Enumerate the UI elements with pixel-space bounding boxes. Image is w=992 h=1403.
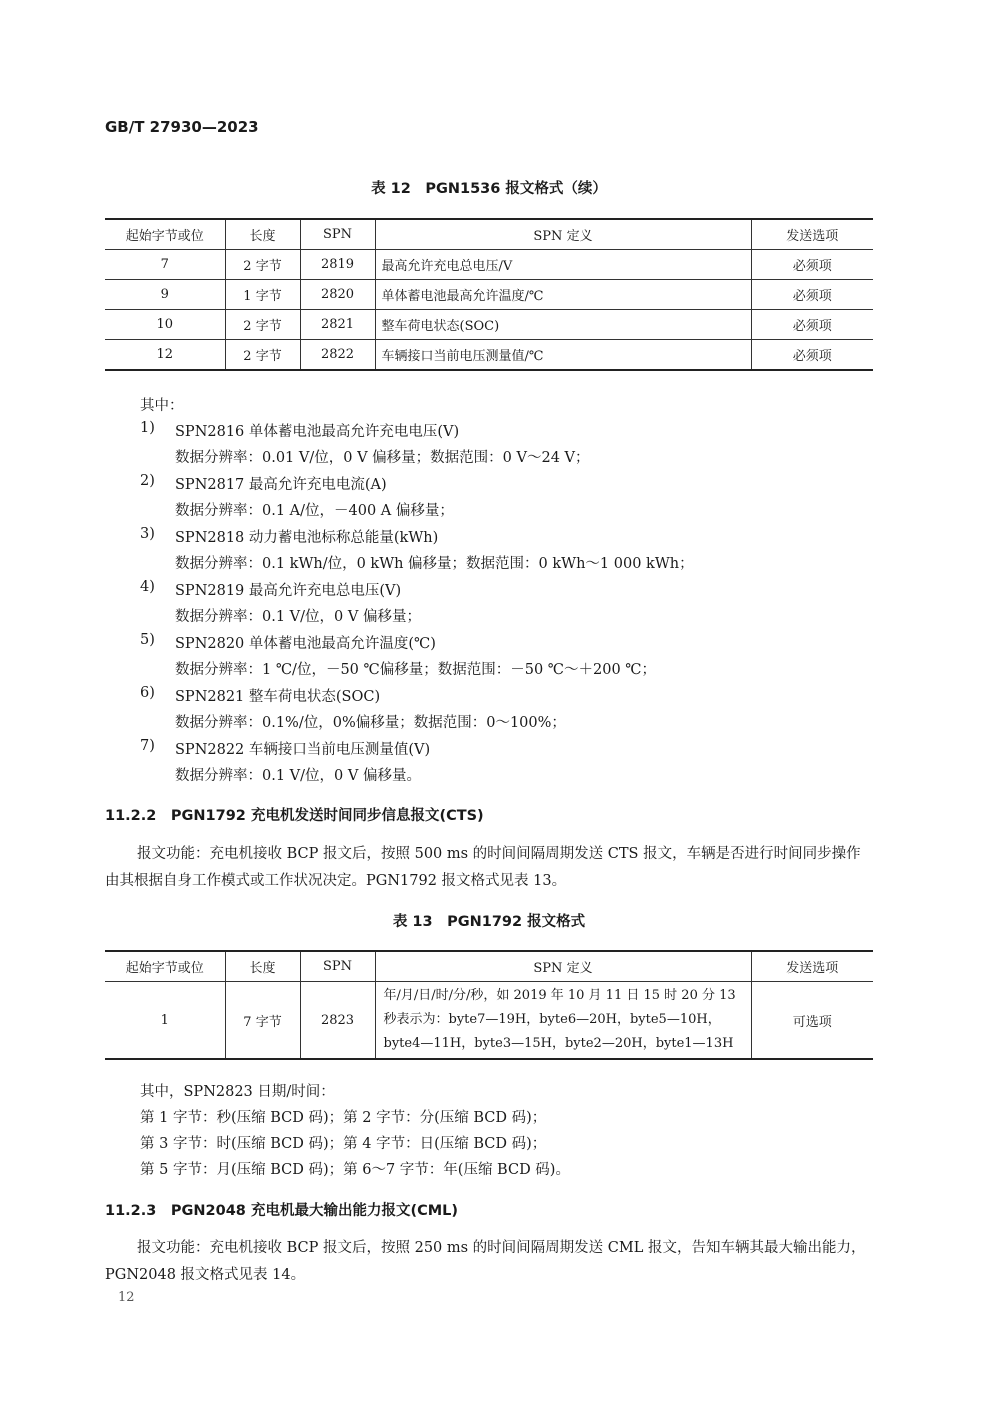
- note-detail: 数据分辨率：0.1 V/位，0 V 偏移量。: [175, 768, 421, 784]
- cell-option: 必须项: [751, 280, 873, 310]
- table-row: [105, 310, 873, 340]
- cell-option: 必须项: [751, 250, 873, 280]
- cell-definition: 最高允许充电总电压/V: [375, 250, 751, 280]
- cell-start: 7: [105, 250, 225, 280]
- table-row: [105, 982, 873, 1060]
- section-1122-paragraph: 报文功能：充电机接收 BCP 报文后，按照 500 ms 的时间间隔周期发送 CTS 报文，车辆是否进行时间同步操作由其根据自身工作模式或工作状况决定。PGN1792 报文格式见表 13。: [105, 846, 861, 889]
- table-row: [105, 340, 873, 371]
- note-number: 4): [140, 579, 155, 595]
- table12-title: 表 12 PGN1536 报文格式（续）: [371, 181, 607, 197]
- note-title: SPN2816 单体蓄电池最高允许充电电压(V): [175, 424, 460, 440]
- table13-col-option: 发送选项: [751, 951, 873, 982]
- table12: [105, 218, 873, 371]
- table12-header-row: [105, 219, 873, 250]
- cell-spn: 2820: [300, 280, 375, 310]
- table12-col-definition: SPN 定义: [375, 219, 751, 250]
- note-number: 3): [140, 526, 155, 542]
- table13: [105, 950, 873, 1060]
- note-detail: 数据分辨率：1 ℃/位，－50 ℃偏移量；数据范围：－50 ℃～＋200 ℃；: [175, 662, 657, 678]
- cell-start: 9: [105, 280, 225, 310]
- cell-spn: 2819: [300, 250, 375, 280]
- note-detail: 数据分辨率：0.1 V/位，0 V 偏移量；: [175, 609, 421, 625]
- table12-col-spn: SPN: [300, 219, 375, 250]
- cell-start: 12: [105, 340, 225, 371]
- note-detail: 数据分辨率：0.1%/位，0%偏移量；数据范围：0～100%；: [175, 715, 566, 731]
- cell-spn: 2823: [300, 982, 375, 1060]
- cell-option: 必须项: [751, 340, 873, 371]
- note-title: SPN2819 最高允许充电总电压(V): [175, 583, 402, 599]
- cell-definition: 单体蓄电池最高允许温度/℃: [375, 280, 751, 310]
- note-detail: 数据分辨率：0.01 V/位，0 V 偏移量；数据范围：0 V～24 V；: [175, 450, 590, 466]
- note-detail: 数据分辨率：0.1 A/位，－400 A 偏移量；: [175, 503, 454, 519]
- cell-length: 7 字节: [225, 982, 300, 1060]
- note-title: SPN2822 车辆接口当前电压测量值(V): [175, 742, 431, 758]
- cell-start: 10: [105, 310, 225, 340]
- table-row: [105, 250, 873, 280]
- note-title: SPN2820 单体蓄电池最高允许温度(℃): [175, 636, 436, 652]
- notes-intro: 其中：: [140, 398, 184, 414]
- cell-length: 1 字节: [225, 280, 300, 310]
- cell-length: 2 字节: [225, 310, 300, 340]
- table13-col-start: 起始字节或位: [105, 951, 225, 982]
- section-1122-heading: 11.2.2 PGN1792 充电机发送时间同步信息报文(CTS): [105, 808, 484, 824]
- note-title: SPN2818 动力蓄电池标称总能量(kWh): [175, 530, 439, 546]
- page-number: 12: [118, 1290, 135, 1305]
- table13-col-length: 长度: [225, 951, 300, 982]
- spn2823-intro: 其中，SPN2823 日期/时间：: [140, 1084, 335, 1100]
- spn2823-line: 第 5 字节：月(压缩 BCD 码)；第 6～7 字节：年(压缩 BCD 码)。: [140, 1162, 570, 1178]
- cell-spn: 2822: [300, 340, 375, 371]
- table13-title: 表 13 PGN1792 报文格式: [392, 914, 586, 930]
- table-row: [105, 280, 873, 310]
- note-number: 1): [140, 420, 155, 436]
- table12-col-start: 起始字节或位: [105, 219, 225, 250]
- table12-col-option: 发送选项: [751, 219, 873, 250]
- table12-col-length: 长度: [225, 219, 300, 250]
- cell-definition: 车辆接口当前电压测量值/℃: [375, 340, 751, 371]
- note-number: 5): [140, 632, 155, 648]
- spn2823-line: 第 1 字节：秒(压缩 BCD 码)；第 2 字节：分(压缩 BCD 码)；: [140, 1110, 547, 1126]
- note-title: SPN2817 最高允许充电电流(A): [175, 477, 387, 493]
- table13-header-row: [105, 951, 873, 982]
- cell-spn: 2821: [300, 310, 375, 340]
- note-detail: 数据分辨率：0.1 kWh/位，0 kWh 偏移量；数据范围：0 kWh～1 000 kWh；: [175, 556, 694, 572]
- cell-length: 2 字节: [225, 250, 300, 280]
- standard-number: GB/T 27930—2023: [105, 118, 259, 136]
- note-number: 6): [140, 685, 155, 701]
- cell-length: 2 字节: [225, 340, 300, 371]
- spn2823-line: 第 3 字节：时(压缩 BCD 码)；第 4 字节：日(压缩 BCD 码)；: [140, 1136, 547, 1152]
- cell-definition: 整车荷电状态(SOC): [375, 310, 751, 340]
- note-title: SPN2821 整车荷电状态(SOC): [175, 689, 381, 705]
- cell-option: 必须项: [751, 310, 873, 340]
- section-1123-paragraph: 报文功能：充电机接收 BCP 报文后，按照 250 ms 的时间间隔周期发送 CML 报文，告知车辆其最大输出能力，PGN2048 报文格式见表 14。: [105, 1240, 866, 1283]
- table13-col-definition: SPN 定义: [375, 951, 751, 982]
- note-number: 7): [140, 738, 155, 754]
- note-number: 2): [140, 473, 155, 489]
- cell-start: 1: [105, 982, 225, 1060]
- table13-col-spn: SPN: [300, 951, 375, 982]
- cell-definition: 年/月/日/时/分/秒，如 2019 年 10 月 11 日 15 时 20 分 13 秒表示为：byte7—19H，byte6—20H，byte5—10H，byte4—11H，byte3—15H，byte2—20H，byte1—13H: [375, 982, 751, 1060]
- section-1123-heading: 11.2.3 PGN2048 充电机最大输出能力报文(CML): [105, 1203, 459, 1219]
- cell-option: 可选项: [751, 982, 873, 1060]
